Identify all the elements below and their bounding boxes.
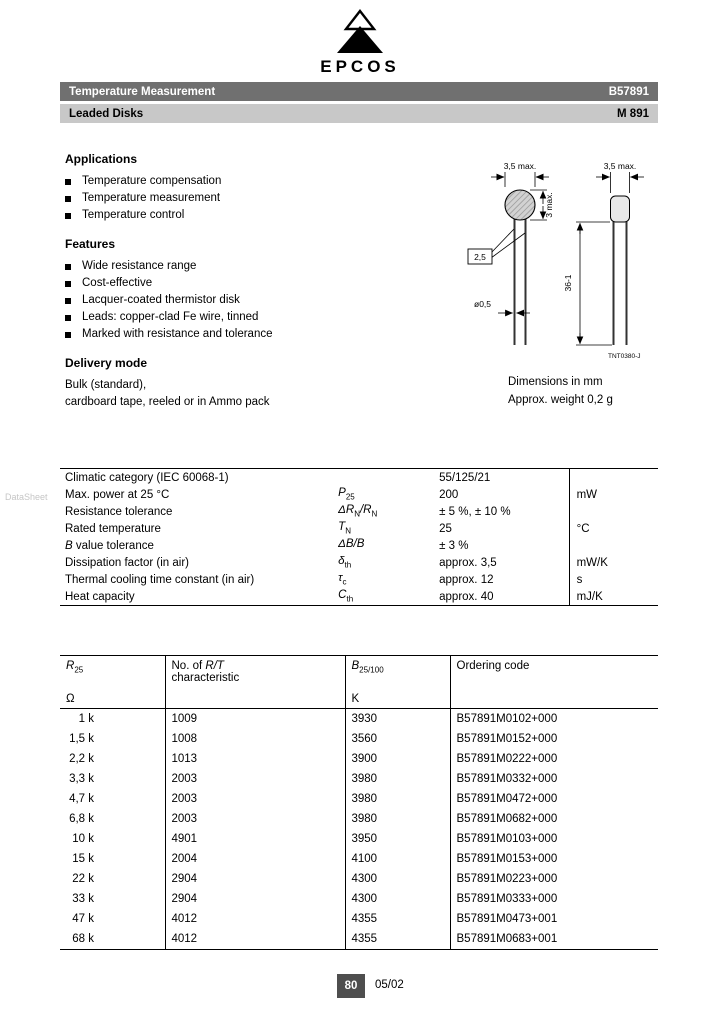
spec-symbol — [338, 537, 439, 554]
sym-sub: th — [346, 594, 354, 604]
square-bullet-icon — [65, 281, 71, 287]
cell-code: B57891M0333+000 — [450, 889, 658, 909]
cell-b: 3900 — [345, 749, 450, 769]
cell-code: B57891M0332+000 — [450, 769, 658, 789]
table-row — [60, 829, 658, 849]
spec-label — [60, 503, 338, 520]
spec-value: 55/125/21 — [439, 471, 491, 484]
spec-value: ± 5 %, ± 10 % — [439, 505, 511, 518]
figure-caption: Approx. weight 0,2 g — [508, 394, 613, 406]
spec-symbol — [338, 571, 439, 588]
table-row — [60, 503, 658, 520]
list-item-label: Temperature compensation — [82, 175, 222, 187]
col-header-ordering-code: Ordering code — [450, 656, 658, 709]
cell-rt: 2003 — [165, 809, 345, 829]
label-text: Resistance tolerance — [65, 505, 173, 518]
spec-unit: mW/K — [569, 554, 658, 571]
list-item-label: Marked with resistance and tolerance — [82, 328, 273, 340]
list-item-label: Cost-effective — [82, 277, 153, 289]
square-bullet-icon — [65, 196, 71, 202]
spec-symbol — [338, 588, 439, 606]
brand-name: EPCOS — [320, 57, 400, 76]
spec-value: approx. 40 — [439, 590, 494, 603]
square-bullet-icon — [65, 298, 71, 304]
spec-symbol — [338, 486, 439, 503]
table-row — [60, 749, 658, 769]
delivery-heading: Delivery mode — [65, 356, 148, 370]
label-text: value tolerance — [72, 539, 154, 552]
header-unit: K — [351, 693, 360, 705]
sym-base: C — [338, 589, 347, 602]
spec-symbol — [338, 469, 439, 487]
table-row — [60, 889, 658, 909]
cell-b: 3980 — [345, 809, 450, 829]
table-row — [60, 789, 658, 809]
spec-value: approx. 12 — [439, 573, 494, 586]
table-row — [60, 554, 658, 571]
dim-label: 3 max. — [544, 192, 554, 218]
sym-sub: N — [345, 526, 351, 536]
table-row — [60, 849, 658, 869]
cell-code: B57891M0682+000 — [450, 809, 658, 829]
cell-rt: 1013 — [165, 749, 345, 769]
spec-unit: mW — [569, 486, 658, 503]
cell-code: B57891M0152+000 — [450, 729, 658, 749]
table-row — [60, 769, 658, 789]
doc-number: B57891 — [608, 85, 649, 98]
cell-b: 3980 — [345, 789, 450, 809]
table-row — [60, 909, 658, 929]
dimension-lead-spacing — [468, 229, 525, 264]
spec-label — [60, 537, 338, 554]
sym-sub: 25 — [345, 492, 355, 502]
cell-r25: 68 k — [72, 933, 94, 945]
dim-label: 36-1 — [563, 274, 573, 292]
list-item-label: Wide resistance range — [82, 260, 197, 272]
table-row — [60, 709, 658, 730]
delivery-line: Bulk (standard), — [65, 379, 147, 391]
table-row — [60, 537, 658, 554]
applications-list — [65, 173, 425, 224]
spec-unit — [569, 503, 658, 520]
cell-r25: 3,3 k — [69, 773, 94, 785]
dimension-lead-diameter — [474, 299, 530, 313]
dim-label: ø0,5 — [474, 299, 492, 309]
spec-value: ± 3 % — [439, 539, 469, 552]
list-item — [65, 258, 425, 275]
list-item — [65, 292, 425, 309]
cell-rt: 2004 — [165, 849, 345, 869]
cell-b: 4355 — [345, 909, 450, 929]
cell-rt: 4012 — [165, 929, 345, 950]
spec-label — [60, 571, 338, 588]
features-list — [65, 258, 425, 343]
lead-wire — [613, 222, 615, 345]
square-bullet-icon — [65, 213, 71, 219]
header-symbol: B — [351, 660, 360, 672]
label-text: Thermal cooling time constant (in air) — [65, 573, 255, 586]
spec-unit — [569, 537, 658, 554]
list-item — [65, 190, 425, 207]
sym-base: /R — [359, 504, 372, 517]
cell-r25: 1,5 k — [69, 733, 94, 745]
table-row — [60, 729, 658, 749]
dimension-drawing — [460, 150, 715, 418]
cell-b: 4300 — [345, 869, 450, 889]
sym-base: P — [338, 487, 346, 500]
issue-date: 05/02 — [375, 979, 404, 991]
sym-sub: th — [344, 560, 352, 570]
lead-wire — [525, 216, 527, 345]
cell-code: B57891M0223+000 — [450, 869, 658, 889]
cell-b: 3950 — [345, 829, 450, 849]
list-item — [65, 326, 425, 343]
thermistor-disk — [505, 190, 535, 220]
title-bar — [60, 82, 658, 101]
sym-base: τ — [338, 572, 343, 585]
spec-label — [60, 554, 338, 571]
delivery-text — [65, 377, 425, 411]
cell-rt: 4901 — [165, 829, 345, 849]
header-sub: 25/100 — [359, 665, 384, 675]
header-symbol: R/T — [205, 660, 224, 672]
sym-base: ΔB/B — [338, 538, 365, 551]
dimension-lead-length — [563, 222, 612, 345]
table-row — [60, 588, 658, 606]
cell-b: 3980 — [345, 769, 450, 789]
spec-unit: °C — [569, 520, 658, 537]
cell-rt: 2003 — [165, 789, 345, 809]
cell-code: B57891M0153+000 — [450, 849, 658, 869]
cell-r25: 1 k — [78, 713, 94, 725]
table-header-row — [60, 656, 658, 709]
lead-wire — [626, 222, 628, 345]
header-sub: 25 — [74, 665, 84, 675]
cell-code: B57891M0103+000 — [450, 829, 658, 849]
cell-b: 3930 — [345, 709, 450, 730]
spec-unit — [569, 469, 658, 487]
thermistor-drawing — [460, 150, 710, 368]
cell-rt: 1008 — [165, 729, 345, 749]
list-item — [65, 309, 425, 326]
spec-unit: s — [569, 571, 658, 588]
spec-symbol — [338, 554, 439, 571]
ordering-table — [60, 655, 658, 950]
sym-sub: c — [342, 577, 347, 587]
square-bullet-icon — [65, 315, 71, 321]
drawing-number: TNT0380-J — [608, 353, 641, 360]
sym-sub: N — [371, 509, 378, 519]
label-text: Climatic category (IEC 60068-1) — [65, 471, 229, 484]
list-item — [65, 173, 425, 190]
cell-b: 4355 — [345, 929, 450, 950]
subtitle-bar — [60, 104, 658, 123]
header-symbol: R — [66, 660, 75, 672]
table-row — [60, 469, 658, 487]
disk-front-view — [505, 190, 535, 345]
label-text: Dissipation factor (in air) — [65, 556, 189, 569]
list-item-label: Leads: copper-clad Fe wire, tinned — [82, 311, 259, 323]
square-bullet-icon — [65, 179, 71, 185]
list-item-label: Temperature measurement — [82, 192, 221, 204]
list-item — [65, 275, 425, 292]
square-bullet-icon — [65, 264, 71, 270]
sym-base: ΔR — [338, 504, 355, 517]
table-row — [60, 571, 658, 588]
doc-subtitle: Leaded Disks — [69, 107, 144, 120]
sym-base: δ — [338, 555, 345, 568]
delivery-line: cardboard tape, reeled or in Ammo pack — [65, 396, 270, 408]
spec-label — [60, 520, 338, 537]
header-text: No. of — [171, 660, 206, 672]
dimension-disk-diameter — [491, 161, 549, 187]
header-unit: Ω — [66, 693, 75, 705]
model-number: M 891 — [617, 107, 649, 120]
dimension-body-width — [596, 161, 644, 193]
thermistor-body-side — [611, 196, 630, 222]
col-header-r25 — [60, 656, 165, 709]
col-header-rt-characteristic — [165, 656, 345, 709]
spec-label — [60, 486, 338, 503]
cell-rt: 2003 — [165, 769, 345, 789]
left-column — [65, 152, 425, 411]
table-row — [60, 520, 658, 537]
list-item-label: Temperature control — [82, 209, 185, 221]
cell-code: B57891M0222+000 — [450, 749, 658, 769]
label-text: Max. power at 25 °C — [65, 488, 170, 501]
spec-symbol — [338, 520, 439, 537]
features-heading: Features — [65, 237, 116, 251]
cell-r25: 6,8 k — [69, 813, 94, 825]
cell-r25: 10 k — [72, 833, 94, 845]
label-italic: B — [65, 539, 73, 552]
spec-symbol — [338, 503, 439, 520]
sym-sub: N — [354, 509, 360, 519]
cell-rt: 2904 — [165, 869, 345, 889]
cell-r25: 15 k — [72, 853, 94, 865]
col-header-b-value — [345, 656, 450, 709]
square-bullet-icon — [65, 332, 71, 338]
cell-rt: 4012 — [165, 909, 345, 929]
header-text: characteristic — [171, 672, 240, 684]
cell-r25: 47 k — [72, 913, 94, 925]
dim-label: 2,5 — [474, 252, 486, 262]
dim-label: 3,5 max. — [503, 161, 537, 171]
page-number-badge: 80 — [337, 974, 365, 998]
spec-label — [60, 469, 338, 487]
cell-code: B57891M0473+001 — [450, 909, 658, 929]
sym-base: T — [338, 521, 346, 534]
applications-heading: Applications — [65, 152, 138, 166]
spec-value: approx. 3,5 — [439, 556, 497, 569]
dim-label: 3,5 max. — [603, 161, 637, 171]
cell-b: 4300 — [345, 889, 450, 909]
characteristics-table — [60, 468, 658, 606]
cell-rt: 1009 — [165, 709, 345, 730]
table-row — [60, 486, 658, 503]
spec-value: 25 — [439, 522, 452, 535]
cell-rt: 2904 — [165, 889, 345, 909]
list-item-label: Lacquer-coated thermistor disk — [82, 294, 240, 306]
epcos-logo — [0, 8, 720, 77]
label-text: Rated temperature — [65, 522, 161, 535]
table-row — [60, 929, 658, 950]
table-row — [60, 869, 658, 889]
disk-side-view — [611, 196, 630, 345]
label-text: Heat capacity — [65, 590, 135, 603]
epcos-logo-icon — [334, 8, 386, 54]
cell-code: B57891M0472+000 — [450, 789, 658, 809]
cell-r25: 4,7 k — [69, 793, 94, 805]
spec-value: 200 — [439, 488, 459, 501]
cell-code: B57891M0102+000 — [450, 709, 658, 730]
list-item — [65, 207, 425, 224]
figure-caption: Dimensions in mm — [508, 376, 603, 388]
spec-unit: mJ/K — [569, 588, 658, 606]
cell-code: B57891M0683+001 — [450, 929, 658, 950]
cell-r25: 2,2 k — [69, 753, 94, 765]
table-row — [60, 809, 658, 829]
watermark: DataSheet — [5, 492, 48, 502]
cell-b: 4100 — [345, 849, 450, 869]
cell-b: 3560 — [345, 729, 450, 749]
cell-r25: 22 k — [72, 873, 94, 885]
cell-r25: 33 k — [72, 893, 94, 905]
lead-wire — [514, 216, 516, 345]
doc-title: Temperature Measurement — [69, 85, 216, 98]
spec-label — [60, 588, 338, 606]
